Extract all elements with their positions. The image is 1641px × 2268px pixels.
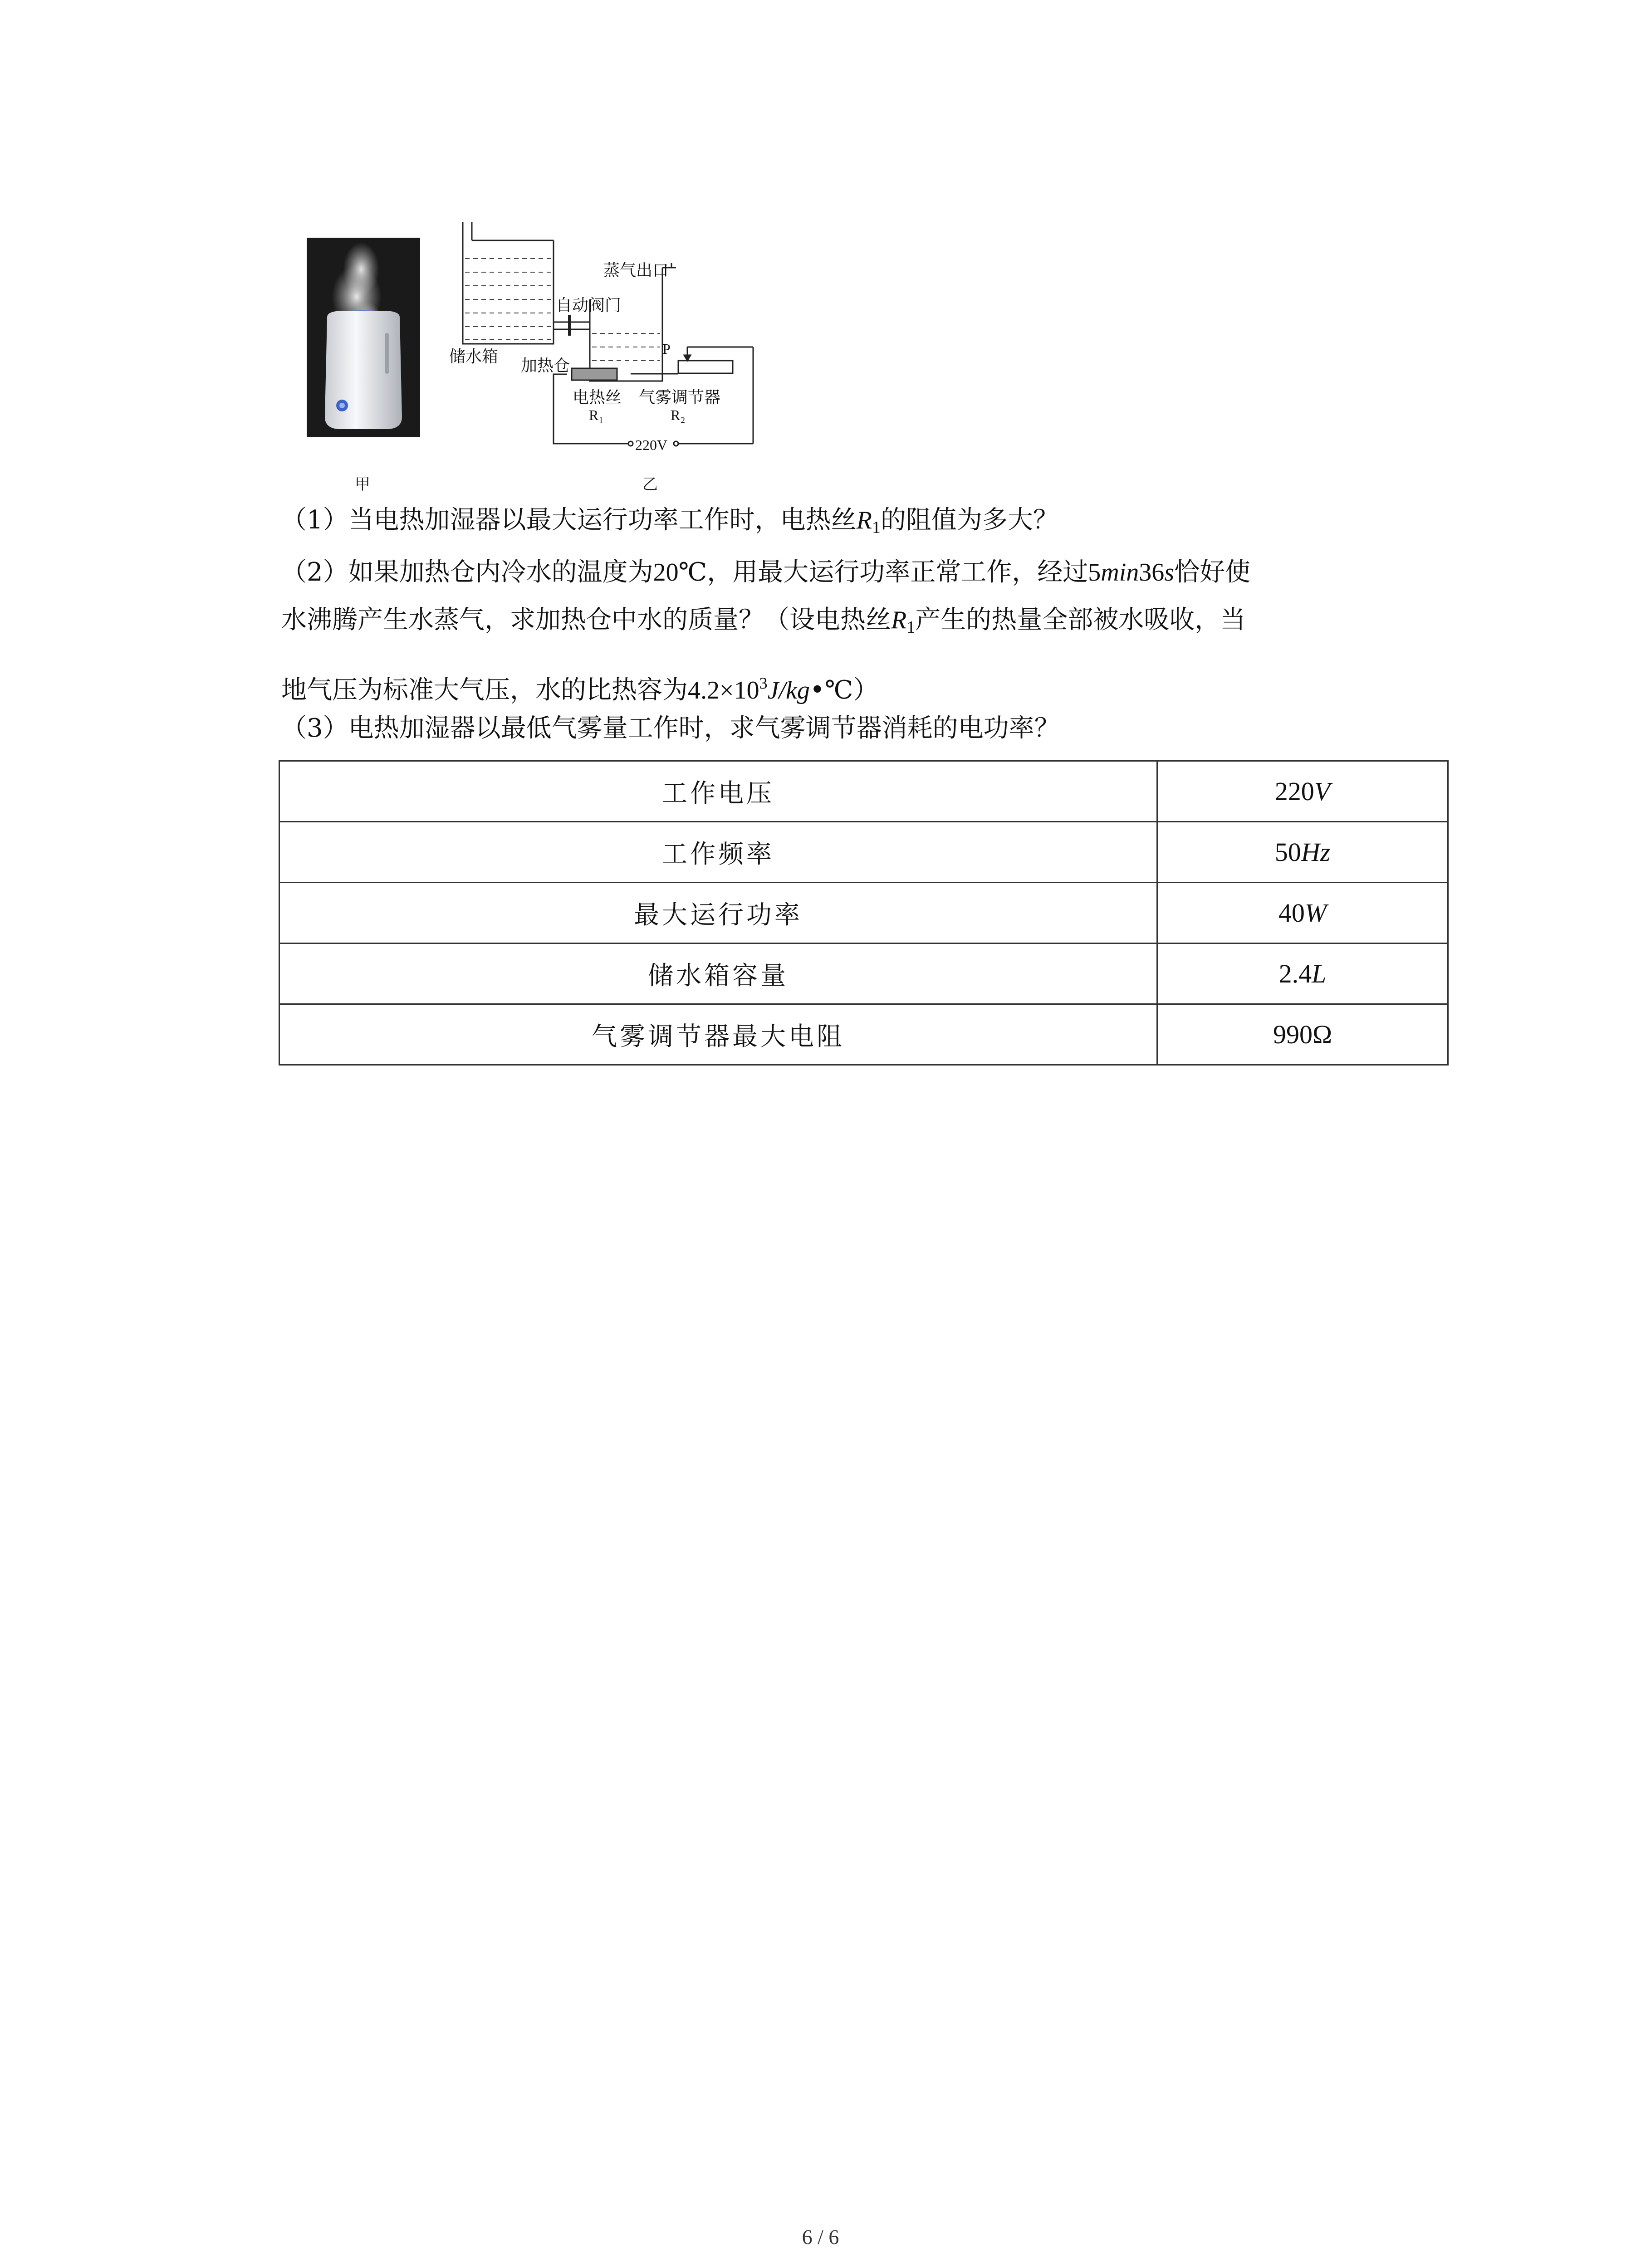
label-water-tank: 储水箱 — [449, 347, 499, 366]
label-pointer-p: P — [662, 341, 671, 357]
table-row — [279, 822, 1448, 883]
label-auto-valve: 自动阀门 — [556, 296, 622, 315]
spec-key: 储水箱容量 — [279, 943, 1157, 1004]
question-1: （1）当电热加湿器以最大运行功率工作时，电热丝$R_1$的阻值为多大？ — [281, 505, 1058, 537]
question-2-line-2: 水沸腾产生水蒸气，求加热仓中水的质量？（设电热丝$R_1$产生的热量全部被水吸收，当 — [281, 605, 1246, 637]
spec-key: 工作频率 — [279, 822, 1157, 883]
label-heating-chamber: 加热仓 — [521, 357, 570, 375]
table-row — [279, 943, 1448, 1004]
spec-value: 220V — [1157, 761, 1448, 822]
question-2-line-3: 地气压为标准大气压，水的比热容为$4.2\times 10^3J/kg•℃$） — [281, 674, 879, 705]
spec-key: 工作电压 — [279, 761, 1157, 822]
label-voltage: 220V — [635, 437, 668, 453]
label-regulator: 气雾调节器 — [639, 388, 721, 407]
label-steam-outlet: 蒸气出口 — [603, 261, 669, 280]
spec-key: 气雾调节器最大电阻 — [279, 1004, 1157, 1065]
photo-caption: 甲 — [355, 475, 370, 494]
humidifier-photo — [307, 238, 420, 437]
spec-table — [279, 760, 1449, 1066]
table-row — [279, 1004, 1448, 1065]
diagram-caption: 乙 — [642, 475, 658, 494]
humidifier-circuit-diagram — [449, 222, 776, 463]
question-3: （3）电热加湿器以最低气雾量工作时，求气雾调节器消耗的电功率？ — [281, 714, 1060, 743]
label-regulator-r2: R₂ — [671, 407, 686, 423]
table-row — [279, 761, 1448, 822]
spec-value: 2.4L — [1157, 943, 1448, 1004]
label-heater-r1: R₁ — [589, 407, 604, 423]
spec-value: 990Ω — [1157, 1004, 1448, 1065]
page-number: 6 / 6 — [802, 2225, 839, 2248]
spec-value: 40W — [1157, 883, 1448, 943]
spec-key: 最大运行功率 — [279, 883, 1157, 943]
spec-value: 50Hz — [1157, 822, 1448, 883]
table-row — [279, 883, 1448, 943]
question-2-line-1: （2）如果加热仓内冷水的温度为20℃，用最大运行功率正常工作，经过5min36s恰好使 — [281, 557, 1251, 587]
label-heater: 电热丝 — [573, 388, 622, 407]
